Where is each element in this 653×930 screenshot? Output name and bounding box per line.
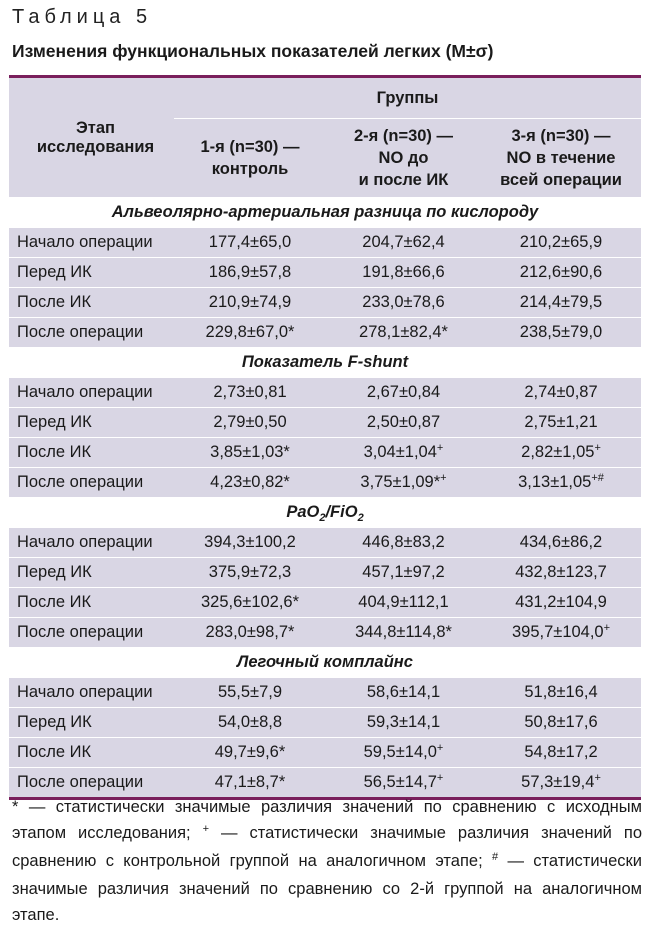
group3-line2: NO в течение <box>506 149 616 167</box>
cell-group1: 55,5±7,9 <box>174 678 326 708</box>
cell-group2: 59,3±14,1 <box>326 708 481 738</box>
table-row <box>9 708 641 738</box>
cell-group2: 56,5±14,7+ <box>326 768 481 798</box>
cell-group2: 59,5±14,0+ <box>326 738 481 768</box>
cell-group3: 212,6±90,6 <box>481 258 641 288</box>
table-label: Таблица 5 <box>12 6 153 28</box>
cell-group2: 404,9±112,1 <box>326 588 481 618</box>
table-row <box>9 378 641 408</box>
table-footnote: * — статистически значимые различия значений по сравнению с исходным этапом исследования; + — статистически значимые различия значений по сравнению с контрольной группой на аналогичном этапе; # — статистически значимые различия значений по сравнению со 2-й группой на аналогичном этапе. <box>12 798 642 924</box>
table-row <box>9 288 641 318</box>
cell-group3: 432,8±123,7 <box>481 558 641 588</box>
table-row <box>9 468 641 498</box>
cell-group1: 2,73±0,81 <box>174 378 326 408</box>
cell-group3: 431,2±104,9 <box>481 588 641 618</box>
row-stage: После ИК <box>9 288 174 318</box>
cell-group3: 2,82±1,05+ <box>481 438 641 468</box>
cell-group1: 49,7±9,6* <box>174 738 326 768</box>
cell-group1: 54,0±8,8 <box>174 708 326 738</box>
table-row <box>9 528 641 558</box>
group2-line3: и после ИК <box>358 171 449 189</box>
cell-group1: 229,8±67,0* <box>174 318 326 348</box>
cell-group3: 54,8±17,2 <box>481 738 641 768</box>
cell-group3: 2,74±0,87 <box>481 378 641 408</box>
cell-group3: 395,7±104,0+ <box>481 618 641 648</box>
cell-group3: 214,4±79,5 <box>481 288 641 318</box>
table-row <box>9 618 641 648</box>
cell-group2: 446,8±83,2 <box>326 528 481 558</box>
cell-group2: 204,7±62,4 <box>326 228 481 258</box>
row-stage: После операции <box>9 468 174 498</box>
row-stage: После ИК <box>9 588 174 618</box>
table-row <box>9 228 641 258</box>
table-row <box>9 318 641 348</box>
row-stage: После ИК <box>9 738 174 768</box>
cell-group2: 278,1±82,4* <box>326 318 481 348</box>
cell-group3: 238,5±79,0 <box>481 318 641 348</box>
table-row <box>9 408 641 438</box>
row-stage: Перед ИК <box>9 408 174 438</box>
table-title: Изменения функциональных показателей легких (М±σ) <box>12 41 494 61</box>
data-table <box>9 78 641 797</box>
cell-group3: 434,6±86,2 <box>481 528 641 558</box>
cell-group1: 47,1±8,7* <box>174 768 326 798</box>
row-stage: Начало операции <box>9 378 174 408</box>
cell-group1: 186,9±57,8 <box>174 258 326 288</box>
row-stage: После операции <box>9 318 174 348</box>
cell-group2: 58,6±14,1 <box>326 678 481 708</box>
group3-line3: всей операции <box>500 171 622 189</box>
cell-group3: 210,2±65,9 <box>481 228 641 258</box>
column-header-stage: Этап исследования <box>9 78 174 198</box>
cell-group2: 3,04±1,04+ <box>326 438 481 468</box>
cell-group2: 3,75±1,09*+ <box>326 468 481 498</box>
row-stage: Начало операции <box>9 228 174 258</box>
column-header-group1 <box>174 119 326 198</box>
cell-group2: 191,8±66,6 <box>326 258 481 288</box>
data-table-container <box>9 75 641 800</box>
table-row <box>9 738 641 768</box>
section-title-compliance: Легочный комплайнс <box>9 648 641 678</box>
column-header-group3 <box>481 119 641 198</box>
table-row <box>9 768 641 798</box>
cell-group1: 2,79±0,50 <box>174 408 326 438</box>
table-body <box>9 198 641 798</box>
section-title-f-shunt: Показатель F-shunt <box>9 348 641 378</box>
group3-line1: 3-я (n=30) — <box>511 127 611 145</box>
cell-group1: 3,85±1,03* <box>174 438 326 468</box>
column-header-group2 <box>326 119 481 198</box>
row-stage: Начало операции <box>9 528 174 558</box>
row-stage: После ИК <box>9 438 174 468</box>
cell-group3: 51,8±16,4 <box>481 678 641 708</box>
row-stage: Перед ИК <box>9 558 174 588</box>
row-stage: После операции <box>9 618 174 648</box>
group2-line2: NO до <box>378 149 429 167</box>
cell-group3: 2,75±1,21 <box>481 408 641 438</box>
section-title-aa-gradient: Альвеолярно-артериальная разница по кислороду <box>9 198 641 228</box>
cell-group3: 57,3±19,4+ <box>481 768 641 798</box>
cell-group2: 233,0±78,6 <box>326 288 481 318</box>
column-header-groups: Группы <box>174 78 641 119</box>
cell-group1: 210,9±74,9 <box>174 288 326 318</box>
cell-group3: 50,8±17,6 <box>481 708 641 738</box>
row-stage: Перед ИК <box>9 708 174 738</box>
table-row <box>9 438 641 468</box>
row-stage: Начало операции <box>9 678 174 708</box>
cell-group1: 283,0±98,7* <box>174 618 326 648</box>
group1-line2: контроль <box>211 160 289 178</box>
cell-group2: 2,67±0,84 <box>326 378 481 408</box>
cell-group1: 177,4±65,0 <box>174 228 326 258</box>
cell-group1: 375,9±72,3 <box>174 558 326 588</box>
section-title-pao2-fio2: PaO$_2$/FiO$_2$ <box>9 498 641 528</box>
table-row <box>9 558 641 588</box>
cell-group1: 4,23±0,82* <box>174 468 326 498</box>
cell-group2: 344,8±114,8* <box>326 618 481 648</box>
cell-group3: 3,13±1,05+# <box>481 468 641 498</box>
table-row <box>9 258 641 288</box>
group1-line1: 1-я (n=30) — <box>200 138 300 156</box>
table-row <box>9 588 641 618</box>
cell-group1: 394,3±100,2 <box>174 528 326 558</box>
cell-group1: 325,6±102,6* <box>174 588 326 618</box>
cell-group2: 457,1±97,2 <box>326 558 481 588</box>
table-row <box>9 678 641 708</box>
group2-line1: 2-я (n=30) — <box>353 127 454 145</box>
row-stage: После операции <box>9 768 174 798</box>
cell-group2: 2,50±0,87 <box>326 408 481 438</box>
row-stage: Перед ИК <box>9 258 174 288</box>
